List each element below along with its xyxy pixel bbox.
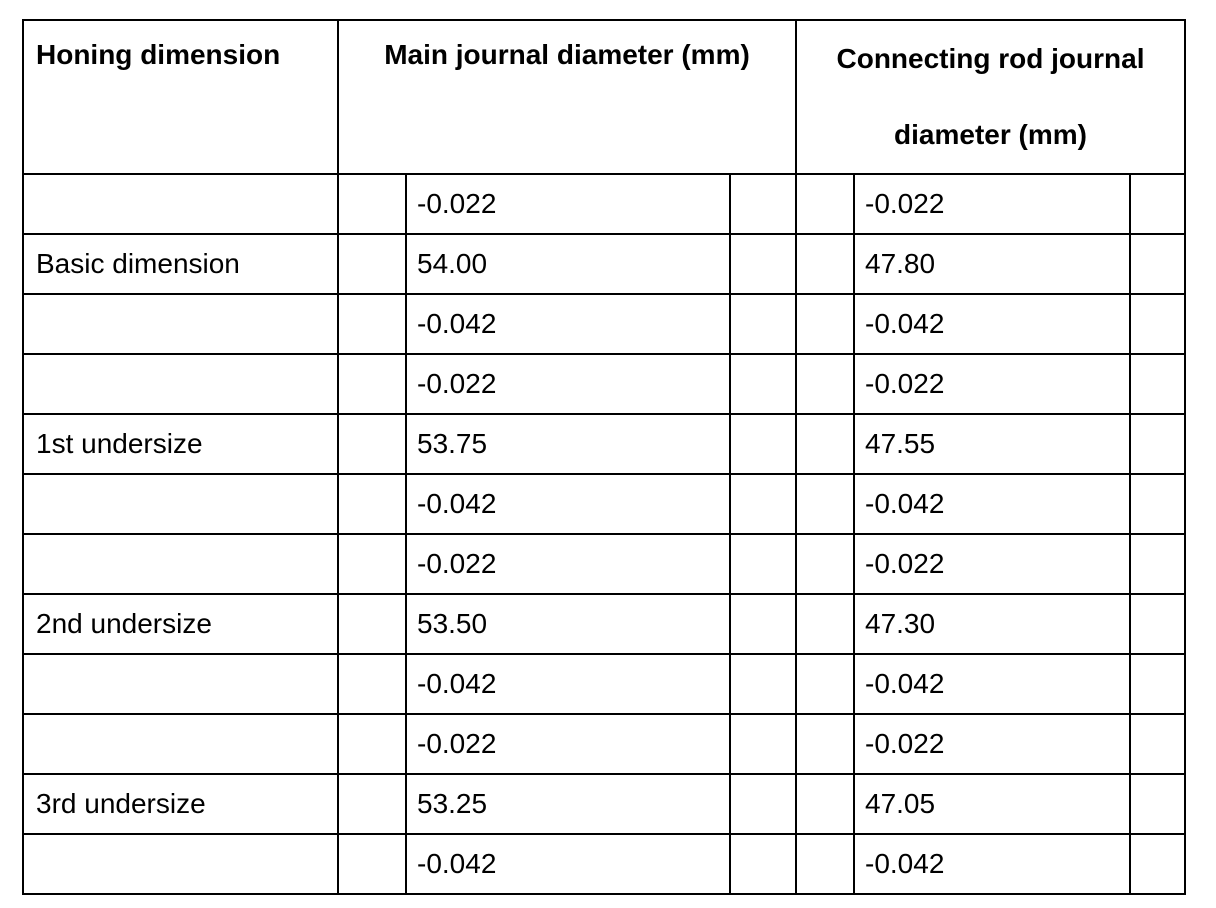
main-journal-value: -0.022 [406,174,730,234]
spacer-cell [796,834,854,894]
row-label: 1st undersize [23,414,338,474]
spacer-cell [1130,534,1185,594]
rod-journal-value: -0.022 [854,534,1130,594]
spacer-cell [796,474,854,534]
rod-journal-value: -0.042 [854,654,1130,714]
rod-journal-value: -0.022 [854,174,1130,234]
spacer-cell [796,414,854,474]
spacer-cell [338,714,406,774]
spacer-cell [338,174,406,234]
spacer-cell [730,594,796,654]
spacer-cell [338,294,406,354]
spacer-cell [730,414,796,474]
spacer-cell [730,474,796,534]
spacer-cell [338,834,406,894]
spacer-cell [730,534,796,594]
spacer-cell [796,354,854,414]
rod-journal-value: 47.05 [854,774,1130,834]
spacer-cell [796,774,854,834]
main-journal-value: -0.042 [406,834,730,894]
rod-journal-value: -0.042 [854,294,1130,354]
main-journal-value: 53.50 [406,594,730,654]
spacer-cell [730,834,796,894]
spacer-cell [1130,834,1185,894]
table-row [23,174,1185,234]
spacer-cell [796,234,854,294]
header-connecting-rod-line-1: Connecting rod journal [836,43,1145,74]
table-row [23,234,1185,294]
spacer-cell [1130,294,1185,354]
table-row [23,594,1185,654]
main-journal-value: 54.00 [406,234,730,294]
row-label [23,354,338,414]
header-honing-dimension: Honing dimension [23,20,338,174]
spacer-cell [1130,594,1185,654]
row-label [23,714,338,774]
row-label: Basic dimension [23,234,338,294]
main-journal-value: -0.042 [406,474,730,534]
main-journal-value: -0.022 [406,534,730,594]
spacer-cell [796,654,854,714]
spacer-cell [338,414,406,474]
spacer-cell [338,474,406,534]
table-row [23,714,1185,774]
table-row [23,834,1185,894]
spacer-cell [1130,474,1185,534]
main-journal-value: -0.022 [406,354,730,414]
spacer-cell [796,594,854,654]
header-connecting-rod-line-2: diameter (mm) [894,119,1087,150]
spacer-cell [1130,174,1185,234]
rod-journal-value: -0.042 [854,474,1130,534]
row-label: 3rd undersize [23,774,338,834]
row-label [23,474,338,534]
header-row [23,20,1185,174]
spacer-cell [1130,654,1185,714]
spacer-cell [338,534,406,594]
spacer-cell [1130,414,1185,474]
row-label [23,534,338,594]
header-main-journal-diameter: Main journal diameter (mm) [338,20,796,174]
table-row [23,474,1185,534]
row-label [23,174,338,234]
spacer-cell [338,594,406,654]
spacer-cell [1130,354,1185,414]
spacer-cell [730,354,796,414]
table-row [23,294,1185,354]
spacer-cell [730,714,796,774]
table-row [23,654,1185,714]
rod-journal-value: 47.30 [854,594,1130,654]
spacer-cell [1130,234,1185,294]
spacer-cell [796,174,854,234]
row-label [23,294,338,354]
spacer-cell [1130,714,1185,774]
rod-journal-value: -0.022 [854,714,1130,774]
spacer-cell [796,534,854,594]
spacer-cell [730,174,796,234]
spacer-cell [730,234,796,294]
main-journal-value: -0.042 [406,654,730,714]
table-row [23,774,1185,834]
main-journal-value: -0.042 [406,294,730,354]
main-journal-value: 53.75 [406,414,730,474]
honing-dimensions-table [22,19,1186,895]
spacer-cell [1130,774,1185,834]
spacer-cell [338,234,406,294]
spacer-cell [338,654,406,714]
main-journal-value: -0.022 [406,714,730,774]
table-row [23,354,1185,414]
row-label [23,654,338,714]
row-label: 2nd undersize [23,594,338,654]
spacer-cell [730,654,796,714]
spacer-cell [338,774,406,834]
rod-journal-value: 47.80 [854,234,1130,294]
table-row [23,534,1185,594]
spacer-cell [796,714,854,774]
table-row [23,414,1185,474]
spacer-cell [338,354,406,414]
rod-journal-value: -0.022 [854,354,1130,414]
header-connecting-rod-journal-diameter [796,20,1185,174]
spacer-cell [796,294,854,354]
row-label [23,834,338,894]
main-journal-value: 53.25 [406,774,730,834]
spacer-cell [730,294,796,354]
rod-journal-value: 47.55 [854,414,1130,474]
spacer-cell [730,774,796,834]
rod-journal-value: -0.042 [854,834,1130,894]
